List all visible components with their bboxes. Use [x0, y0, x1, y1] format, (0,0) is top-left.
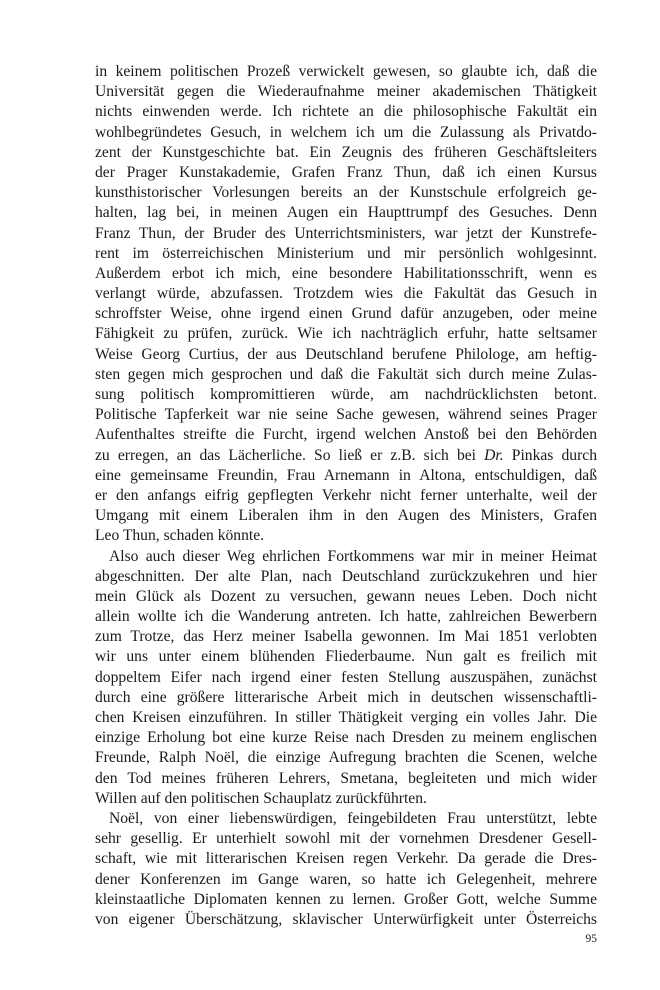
text-line: der Prager Kunstakademie, Grafen Franz Thun, daß ich einen Kursus	[95, 163, 597, 181]
text-line: wohlbegründetes Gesuch, in welchem ich um die Zulassung als Privatdo-	[95, 123, 597, 141]
text-line: sten gegen mich gesprochen und daß die Fakultät sich durch meine Zulas-	[95, 365, 597, 383]
text-line: kleinstaatliche Diplomaten kennen zu lernen. Großer Gott, welche Summe	[95, 890, 597, 908]
text-line: Willen auf den politischen Schauplatz zurückführten.	[95, 789, 427, 807]
text-line: zum Trotze, das Herz meiner Isabella gewonnen. Im Mai 1851 verlobten	[95, 628, 597, 646]
text-line: Umgang mit einem Liberalen ihm in den Augen des Ministers, Grafen	[95, 507, 597, 525]
text-line: schroffster Weise, ohne irgend einen Grund dafür anzugeben, oder meine	[95, 305, 597, 323]
text-line: halten, lag bei, in meinen Augen ein Haupttrumpf des Gesuches. Denn	[95, 204, 597, 222]
text-line: er den anfangs eifrig gepflegten Verkehr nicht ferner unterhalte, weil der	[95, 486, 597, 504]
text-line: allein wollte ich die Wanderung antreten. Ich hatte, zahlreichen Bewerbern	[95, 608, 597, 626]
text-line: mein Glück als Dozent zu versuchen, gewann neues Leben. Doch nicht	[95, 587, 597, 605]
text-line: doppeltem Eifer nach irgend einer festen Stellung auszuspähen, zunächst	[95, 668, 597, 686]
paragraph-start-line: Noël, von einer liebenswürdigen, feingebildeten Frau unterstützt, lebte	[109, 809, 597, 827]
text-line: in keinem politischen Prozeß verwickelt gewesen, so glaubte ich, daß die	[95, 63, 597, 80]
text-line: wir uns unter einem blühenden Fliederbaume. Nun galt es freilich mit	[95, 648, 597, 666]
text-line: schaft, wie mit litterarischen Kreisen regen Verkehr. Da gerade die Dres-	[95, 850, 597, 868]
text-line: sung politisch kompromittieren würde, am nachdrücklichsten betont.	[95, 386, 597, 403]
text-line: Weise Georg Curtius, der aus Deutschland berufene Philologe, am heftig-	[95, 345, 597, 363]
text-line: verlangt würde, abzufassen. Trotzdem wies die Fakultät das Gesuch in	[95, 285, 597, 303]
text-line: Leo Thun, schaden könnte.	[95, 527, 265, 545]
text-line: eine gemeinsame Freundin, Frau Arnemann in Altona, entschuldigen, daß	[95, 466, 597, 484]
text-line: abgeschnitten. Der alte Plan, nach Deutschland zurückzukehren und hier	[95, 567, 597, 585]
text-line: sehr gesellig. Er unterhielt sowohl mit der vornehmen Dresdener Gesell-	[95, 830, 597, 848]
text-line: den Tod meines früheren Lehrers, Smetana, begleiteten und mich wider	[95, 769, 597, 787]
text-line: Freunde, Ralph Noël, die einzige Aufregung brachten die Scenen, welche	[95, 749, 597, 767]
paragraph-start-line: Also auch dieser Weg ehrlichen Fortkommens war mir in meiner Heimat	[109, 547, 597, 565]
text-line: dener Konferenzen im Gange waren, so hatte ich Gelegenheit, mehrere	[95, 870, 597, 888]
text-line: Politische Tapferkeit war nie seine Sache gewesen, während seines Prager	[95, 406, 597, 424]
text-line: Franz Thun, der Bruder des Unterrichtsministers, war jetzt der Kunstrefe-	[95, 224, 597, 242]
text-line-with-italic: zu erregen, an das Lächerliche. So ließ er z.B. sich bei Dr. Pinkas durch	[95, 446, 598, 464]
page-number: 95	[585, 933, 597, 945]
text-line: einzige Erholung bot eine kurze Reise nach Dresden zu meinem englischen	[95, 729, 597, 747]
text-line: zent der Kunstgeschichte bat. Ein Zeugnis des früheren Geschäftsleiters	[95, 143, 597, 161]
text-line: Außerdem erbot ich mich, eine besondere Habilitationsschrift, wenn es	[95, 264, 597, 282]
text-line: nichts einwenden werde. Ich richtete an die philosophische Fakultät ein	[95, 103, 597, 121]
text-line: rent im österreichischen Ministerium und mir persönlich wohlgesinnt.	[95, 244, 597, 262]
italic-abbreviation: Dr.	[484, 446, 504, 464]
text-line: kunsthistorischer Vorlesungen bereits an der Kunstschule erfolgreich ge-	[95, 184, 597, 202]
text-line: durch eine größere litterarische Arbeit mich in deutschen wissenschaftli-	[95, 688, 597, 706]
text-line: Universität gegen die Wiederaufnahme meiner akademischen Thätigkeit	[95, 83, 597, 101]
page-body-text	[95, 62, 597, 930]
text-line: chen Kreisen einzuführen. In stiller Thätigkeit verging ein volles Jahr. Die	[95, 709, 597, 726]
text-line: Fähigkeit zu prüfen, zurück. Wie ich nachträglich erfuhr, hatte seltsamer	[95, 325, 597, 343]
text-line: Aufenthaltes streifte die Furcht, irgend welchen Anstoß bei den Behörden	[95, 426, 597, 444]
text-line: von eigener Überschätzung, sklavischer Unterwürfigkeit unter Österreichs	[95, 910, 597, 928]
